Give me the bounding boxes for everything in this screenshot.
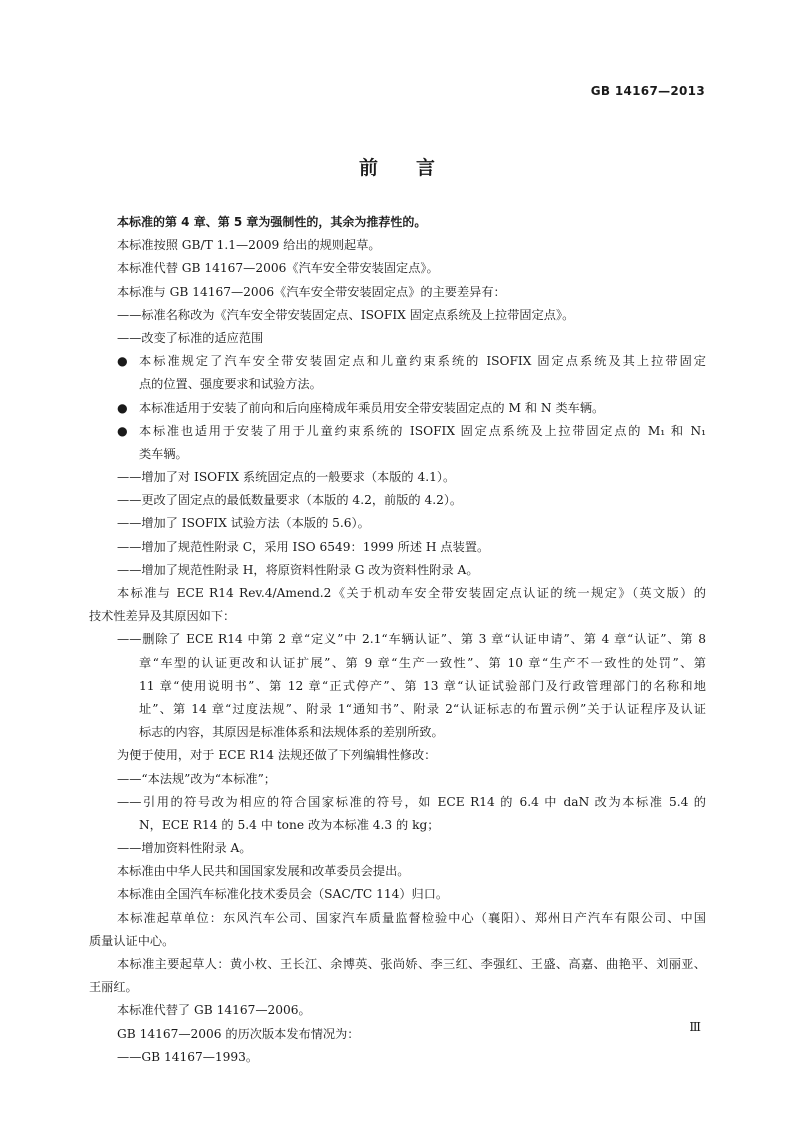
paragraph: 本标准与 ECE R14 Rev.4/Amend.2《关于机动车安全带安装固定点认证的统一规定》（英文版）的 [117, 586, 706, 600]
paragraph-continuation: 技术性差异及其原因如下： [89, 609, 236, 624]
paragraph: 本标准代替了 GB 14167—2006。 [117, 1003, 311, 1018]
paragraph-mandatory-clause: 本标准的第 4 章、第 5 章为强制性的，其余为推荐性的。 [117, 215, 427, 229]
bullet-icon: ● [117, 354, 128, 369]
bullet-item: ● 本标准也适用于安装了用于儿童约束系统的 ISOFIX 固定点系统及上拉带固定点的 M₁ 和 N₁ [89, 420, 706, 443]
document-body [89, 211, 706, 1069]
dash-item: ——“本法规”改为“本标准”； [117, 771, 276, 786]
dash-item: ——更改了固定点的最低数量要求（本版的 4.2，前版的 4.2）。 [117, 493, 463, 508]
paragraph: 本标准主要起草人：黄小枚、王长江、余博英、张尚娇、李三红、李强红、王盛、高嘉、曲艳平、刘丽亚、 [117, 957, 706, 971]
paragraph: 本标准由中华人民共和国国家发展和改革委员会提出。 [117, 864, 410, 879]
dash-item: ——引用的符号改为相应的符合国家标准的符号，如 ECE R14 的 6.4 中 daN 改为本标准 5.4 的 [117, 794, 706, 809]
dash-item: ——增加了规范性附录 H，将原资料性附录 G 改为资料性附录 A。 [117, 562, 479, 577]
dash-item-continuation: 11 章“使用说明书”、第 12 章“正式停产”、第 13 章“认证试验部门及行政管理部门的名称和地 [139, 678, 706, 693]
paragraph: 本标准代替 GB 14167—2006《汽车安全带安装固定点》。 [117, 261, 439, 276]
dash-item-continuation: N，ECE R14 的 5.4 中 tone 改为本标准 4.3 的 kg； [139, 817, 440, 832]
dash-item-continuation: 址”、第 14 章“过度法规”、附录 1“通知书”、附录 2“认证标志的布置示例”关于认证程序及认证 [139, 701, 706, 716]
dash-item-continuation: 章“车型的认证更改和认证扩展”、第 9 章“生产一致性”、第 10 章“生产不一致性的处罚”、第 [139, 655, 706, 670]
dash-item: ——增加资料性附录 A。 [117, 841, 252, 856]
standard-number: GB 14167—2013 [590, 84, 705, 98]
page-number: Ⅲ [689, 1020, 701, 1034]
bullet-item-continuation: 类车辆。 [139, 446, 188, 461]
dash-item: ——标准名称改为《汽车安全带安装固定点、ISOFIX 固定点系统及上拉带固定点》。 [117, 307, 575, 322]
paragraph-continuation: 王丽红。 [89, 980, 138, 995]
bullet-item: ● 本标准适用于安装了前向和后向座椅成年乘员用安全带安装固定点的 M 和 N 类车辆。 [89, 397, 706, 420]
dash-item: ——增加了对 ISOFIX 系统固定点的一般要求（本版的 4.1）。 [117, 470, 456, 485]
dash-item-continuation: 标志的内容，其原因是标准体系和法规体系的差别所致。 [139, 725, 444, 740]
dash-item: ——删除了 ECE R14 中第 2 章“定义”中 2.1“车辆认证”、第 3 章“认证申请”、第 4 章“认证”、第 8 [117, 632, 706, 647]
paragraph: 本标准与 GB 14167—2006《汽车安全带安装固定点》的主要差异有： [117, 284, 506, 299]
paragraph: GB 14167—2006 的历次版本发布情况为： [117, 1026, 360, 1041]
paragraph: 本标准由全国汽车标准化技术委员会（SAC/TC 114）归口。 [117, 887, 449, 902]
bullet-icon: ● [117, 400, 128, 415]
paragraph: 本标准起草单位：东风汽车公司、国家汽车质量监督检验中心（襄阳）、郑州日产汽车有限公司、中国 [117, 910, 706, 925]
dash-item: ——GB 14167—1993。 [117, 1049, 259, 1064]
dash-item: ——增加了规范性附录 C，采用 ISO 6549：1999 所述 H 点装置。 [117, 539, 490, 554]
page-title: 前 言 [358, 157, 435, 179]
dash-item: ——改变了标准的适应范围 [117, 330, 264, 345]
bullet-item-continuation: 点的位置、强度要求和试验方法。 [139, 377, 322, 392]
bullet-item: ● 本标准规定了汽车安全带安装固定点和儿童约束系统的 ISOFIX 固定点系统及其上拉带固定 [89, 350, 706, 373]
paragraph: 本标准按照 GB/T 1.1—2009 给出的规则起草。 [117, 238, 381, 253]
bullet-icon: ● [117, 423, 128, 438]
paragraph: 为便于使用，对于 ECE R14 法规还做了下列编辑性修改： [117, 748, 437, 763]
paragraph-continuation: 质量认证中心。 [89, 933, 175, 948]
dash-item: ——增加了 ISOFIX 试验方法（本版的 5.6）。 [117, 516, 370, 531]
